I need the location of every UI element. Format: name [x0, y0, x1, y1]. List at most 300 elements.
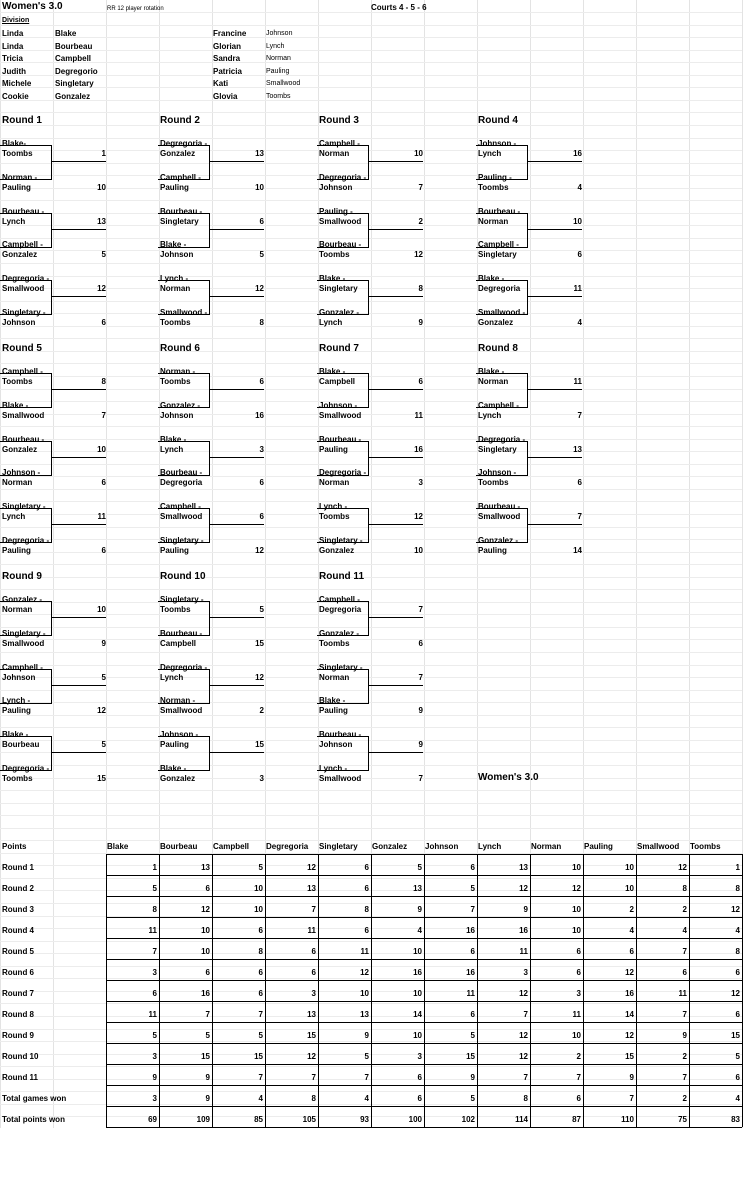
points-cell: 4: [417, 926, 422, 935]
bracket-connector: [52, 296, 106, 297]
team-score: 8: [101, 377, 106, 386]
team-player-1: Blake -: [2, 730, 29, 739]
player-first-name: Linda: [2, 41, 24, 51]
points-column-header: Johnson: [425, 842, 459, 851]
bracket-connector: [210, 161, 264, 162]
team-player-2: Norman: [160, 284, 191, 293]
points-cell: 11: [148, 926, 157, 935]
points-cell: 5: [258, 863, 263, 872]
points-cell: 9: [470, 1073, 475, 1082]
team-score: 13: [573, 444, 582, 454]
team-score: 6: [259, 478, 264, 487]
points-cell: 14: [625, 1010, 634, 1019]
team-player-2: Singletary: [478, 250, 517, 259]
team-player-2: Smallwood: [2, 638, 45, 648]
points-cell: 10: [360, 989, 369, 998]
points-cell: 102: [461, 1115, 475, 1124]
points-column-header: Gonzalez: [372, 842, 408, 851]
team-player-1: Campbell -: [2, 662, 43, 672]
points-cell: 8: [523, 1094, 528, 1103]
points-cell: 6: [258, 989, 263, 998]
team-player-2: Pauling: [2, 545, 31, 555]
bracket-connector: [369, 752, 423, 753]
team-player-2: Bourbeau: [2, 740, 40, 749]
points-column-header: Smallwood: [637, 842, 680, 851]
player-last-name: Johnson: [266, 30, 293, 37]
points-cell: 12: [519, 884, 528, 893]
points-cell: 6: [576, 1094, 581, 1103]
bracket-connector: [52, 389, 106, 390]
points-cell: 4: [258, 1094, 263, 1103]
match-bracket: [158, 145, 210, 180]
team-player-2: Johnson: [160, 250, 194, 259]
team-score: 6: [418, 377, 423, 386]
match-bracket: [317, 669, 369, 704]
points-row-label: Round 2: [2, 884, 34, 893]
team-player-1: Blake -: [319, 367, 346, 376]
points-cell: 7: [152, 947, 157, 956]
team-player-2: Norman: [319, 149, 350, 158]
points-cell: 16: [413, 968, 422, 977]
points-cell: 7: [205, 1010, 210, 1019]
bracket-connector: [369, 161, 423, 162]
team-player-2: Gonzalez: [319, 545, 355, 555]
player-last-name: Gonzalez: [55, 92, 91, 101]
team-player-1: Gonzalez -: [319, 628, 360, 638]
team-score: 5: [101, 672, 106, 682]
match-bracket: [476, 441, 528, 476]
points-cell: 13: [413, 884, 422, 893]
points-column-header: Blake: [107, 842, 129, 851]
points-cell: 11: [148, 1010, 157, 1019]
team-score: 3: [418, 478, 423, 487]
team-player-1: Blake -: [478, 367, 505, 376]
points-cell: 10: [572, 863, 581, 872]
points-cell: 11: [678, 989, 687, 998]
team-player-1: Lynch -: [2, 696, 31, 705]
points-cell: 4: [735, 1094, 740, 1103]
points-cell: 11: [572, 1010, 581, 1019]
team-player-2: Toombs: [478, 182, 509, 192]
team-score: 6: [101, 317, 106, 327]
points-cell: 10: [413, 947, 422, 956]
team-player-2: Gonzalez: [160, 149, 196, 158]
points-cell: 6: [417, 1094, 422, 1103]
points-cell: 10: [413, 989, 422, 998]
points-cell: 6: [364, 926, 369, 935]
footer-label: Women's 3.0: [478, 772, 539, 783]
points-cell: 4: [364, 1094, 369, 1103]
team-score: 15: [255, 638, 264, 648]
points-cell: 16: [625, 989, 634, 998]
points-cell: 5: [152, 1031, 157, 1040]
points-cell: 13: [360, 1010, 369, 1019]
points-cell: 6: [629, 947, 634, 956]
team-player-1: Singletary -: [2, 307, 46, 317]
team-player-1: Degregoria -: [319, 468, 367, 477]
team-player-1: Campbell -: [160, 502, 201, 511]
team-score: 12: [414, 250, 423, 259]
team-player-2: Singletary: [478, 444, 517, 454]
points-row-label: Round 6: [2, 968, 34, 977]
team-player-2: Toombs: [319, 250, 350, 259]
bracket-connector: [52, 617, 106, 618]
bracket-connector: [210, 296, 264, 297]
bracket-connector: [528, 229, 582, 230]
player-first-name: Judith: [2, 66, 26, 76]
team-player-2: Lynch: [160, 444, 184, 454]
points-cell: 11: [360, 947, 369, 956]
team-score: 12: [255, 545, 264, 555]
points-cell: 7: [311, 905, 316, 914]
points-cell: 93: [360, 1115, 369, 1124]
team-player-2: Lynch: [2, 512, 26, 521]
points-cell: 7: [523, 1073, 528, 1082]
points-cell: 7: [364, 1073, 369, 1082]
bracket-connector: [52, 457, 106, 458]
bracket-connector: [369, 524, 423, 525]
match-bracket: [317, 145, 369, 180]
team-score: 9: [418, 740, 423, 749]
points-cell: 69: [148, 1115, 157, 1124]
points-cell: 6: [735, 1010, 740, 1019]
points-cell: 9: [205, 1073, 210, 1082]
team-score: 13: [255, 149, 264, 158]
team-player-1: Norman -: [2, 172, 38, 182]
points-corner-label: Points: [2, 842, 27, 851]
team-player-1: Bourbeau -: [478, 206, 521, 216]
points-cell: 6: [682, 968, 687, 977]
player-first-name: Cookie: [2, 92, 29, 101]
bracket-connector: [210, 457, 264, 458]
team-score: 6: [101, 478, 106, 487]
points-cell: 12: [678, 863, 687, 872]
team-player-2: Gonzalez: [478, 317, 514, 327]
points-cell: 9: [152, 1073, 157, 1082]
points-cell: 13: [519, 863, 528, 872]
team-player-1: Blake -: [319, 274, 346, 283]
points-cell: 3: [152, 968, 157, 977]
team-player-1: Degregoria -: [160, 139, 208, 148]
points-cell: 13: [307, 884, 316, 893]
player-first-name: Glovia: [213, 92, 238, 101]
team-score: 16: [573, 149, 582, 158]
team-player-1: Campbell -: [319, 139, 360, 148]
player-last-name: Degregorio: [55, 66, 98, 76]
points-cell: 6: [258, 926, 263, 935]
player-first-name: Sandra: [213, 54, 241, 64]
bracket-connector: [369, 296, 423, 297]
points-cell: 2: [682, 1052, 687, 1061]
team-player-2: Singletary: [319, 284, 358, 293]
match-bracket: [317, 508, 369, 543]
team-player-1: Blake -: [478, 274, 505, 283]
team-score: 3: [259, 444, 264, 454]
points-cell: 5: [364, 1052, 369, 1061]
points-row-label: Round 1: [2, 863, 34, 872]
points-cell: 7: [311, 1073, 316, 1082]
round-title: Round 9: [2, 571, 42, 582]
round-title: Round 10: [160, 571, 206, 582]
points-cell: 10: [201, 926, 210, 935]
bracket-connector: [210, 524, 264, 525]
team-player-2: Norman: [2, 478, 33, 487]
team-score: 14: [573, 545, 582, 555]
match-bracket: [0, 373, 52, 408]
team-player-1: Bourbeau -: [319, 240, 362, 249]
points-cell: 15: [731, 1031, 740, 1040]
team-player-1: Gonzalez -: [478, 535, 519, 545]
table-rule: [106, 1127, 742, 1128]
points-cell: 11: [307, 926, 316, 935]
points-cell: 87: [572, 1115, 581, 1124]
team-player-1: Gonzalez -: [2, 595, 43, 604]
team-score: 3: [259, 773, 264, 783]
points-cell: 11: [519, 947, 528, 956]
points-cell: 6: [205, 884, 210, 893]
points-cell: 12: [625, 968, 634, 977]
team-score: 5: [259, 605, 264, 614]
team-player-1: Degregoria -: [2, 763, 50, 773]
points-cell: 11: [466, 989, 475, 998]
points-cell: 15: [625, 1052, 634, 1061]
points-cell: 10: [625, 863, 634, 872]
match-bracket: [0, 601, 52, 636]
points-cell: 4: [629, 926, 634, 935]
team-score: 5: [259, 250, 264, 259]
team-player-2: Smallwood: [319, 216, 362, 226]
team-score: 10: [97, 605, 106, 614]
points-cell: 3: [576, 989, 581, 998]
player-first-name: Tricia: [2, 54, 23, 64]
team-player-2: Johnson: [319, 182, 353, 192]
points-cell: 15: [307, 1031, 316, 1040]
team-player-1: Lynch -: [160, 274, 189, 283]
points-column-header: Pauling: [584, 842, 613, 851]
points-cell: 7: [523, 1010, 528, 1019]
points-cell: 5: [258, 1031, 263, 1040]
team-player-2: Gonzalez: [2, 444, 38, 454]
team-player-2: Pauling: [160, 545, 189, 555]
points-column-header: Singletary: [319, 842, 358, 851]
bracket-connector: [210, 229, 264, 230]
match-bracket: [158, 601, 210, 636]
team-score: 12: [255, 284, 264, 293]
team-score: 4: [577, 182, 582, 192]
points-cell: 3: [311, 989, 316, 998]
points-cell: 109: [196, 1115, 210, 1124]
points-row-label: Round 3: [2, 905, 34, 914]
team-player-2: Lynch: [160, 672, 184, 682]
bracket-connector: [52, 685, 106, 686]
points-column-header: Norman: [531, 842, 562, 851]
team-player-1: Singletary -: [319, 535, 363, 545]
match-bracket: [0, 508, 52, 543]
team-player-1: Johnson -: [2, 468, 41, 477]
points-cell: 5: [152, 884, 157, 893]
team-player-2: Pauling: [319, 444, 348, 454]
team-player-2: Smallwood: [319, 773, 362, 783]
team-player-1: Singletary -: [160, 595, 204, 604]
team-player-1: Norman -: [160, 696, 196, 705]
team-score: 7: [101, 410, 106, 420]
team-player-1: Campbell -: [478, 240, 519, 249]
points-cell: 5: [735, 1052, 740, 1061]
bracket-connector: [52, 229, 106, 230]
team-score: 12: [97, 706, 106, 715]
points-cell: 7: [258, 1010, 263, 1019]
team-score: 9: [101, 638, 106, 648]
team-player-1: Singletary -: [160, 535, 204, 545]
points-cell: 12: [731, 905, 740, 914]
points-cell: 4: [682, 926, 687, 935]
match-bracket: [158, 508, 210, 543]
match-bracket: [0, 669, 52, 704]
points-cell: 8: [735, 947, 740, 956]
points-cell: 6: [364, 863, 369, 872]
points-row-label: Round 4: [2, 926, 34, 935]
bracket-connector: [52, 524, 106, 525]
team-player-1: Lynch -: [319, 502, 348, 511]
team-player-1: Bourbeau -: [319, 730, 362, 739]
match-bracket: [158, 213, 210, 248]
player-first-name: Linda: [2, 29, 24, 38]
bracket-connector: [369, 229, 423, 230]
points-column-header: Campbell: [213, 842, 250, 851]
rotation-note: RR 12 player rotation: [107, 6, 164, 12]
team-player-2: Norman: [478, 377, 509, 386]
points-cell: 5: [205, 1031, 210, 1040]
team-player-2: Toombs: [160, 605, 191, 614]
team-player-2: Degregoria: [160, 478, 203, 487]
team-player-1: Singletary -: [319, 662, 363, 672]
player-first-name: Michele: [2, 79, 32, 89]
points-cell: 12: [519, 989, 528, 998]
points-cell: 7: [258, 1073, 263, 1082]
points-cell: 3: [152, 1094, 157, 1103]
points-cell: 6: [152, 989, 157, 998]
points-cell: 10: [254, 905, 263, 914]
points-cell: 9: [682, 1031, 687, 1040]
points-cell: 6: [470, 863, 475, 872]
team-score: 9: [418, 317, 423, 327]
team-player-1: Johnson -: [319, 400, 358, 410]
team-score: 10: [573, 216, 582, 226]
team-player-1: Bourbeau -: [319, 434, 362, 444]
match-bracket: [476, 145, 528, 180]
team-player-1: Johnson -: [160, 730, 199, 739]
team-player-2: Degregoria: [319, 605, 362, 614]
points-cell: 1: [735, 863, 740, 872]
team-player-1: Blake -: [319, 696, 346, 705]
points-cell: 12: [519, 1031, 528, 1040]
bracket-connector: [369, 389, 423, 390]
team-player-1: Campbell -: [319, 595, 360, 604]
team-player-2: Johnson: [2, 317, 36, 327]
round-title: Round 7: [319, 343, 359, 354]
team-player-2: Lynch: [2, 216, 26, 226]
team-player-1: Johnson -: [478, 468, 517, 477]
team-score: 10: [255, 182, 264, 192]
bracket-connector: [210, 752, 264, 753]
round-title: Round 3: [319, 115, 359, 126]
team-score: 15: [255, 740, 264, 749]
points-cell: 100: [408, 1115, 422, 1124]
points-cell: 9: [364, 1031, 369, 1040]
points-cell: 9: [417, 905, 422, 914]
points-cell: 6: [576, 947, 581, 956]
team-score: 5: [101, 740, 106, 749]
player-last-name: Norman: [266, 55, 291, 63]
team-player-2: Norman: [478, 216, 509, 226]
team-score: 6: [418, 638, 423, 648]
match-bracket: [158, 669, 210, 704]
team-player-2: Gonzalez: [160, 773, 196, 783]
points-column-header: Bourbeau: [160, 842, 198, 851]
points-cell: 6: [735, 1073, 740, 1082]
team-score: 7: [418, 773, 423, 783]
team-player-1: Pauling -: [478, 172, 512, 182]
points-cell: 6: [576, 968, 581, 977]
team-score: 6: [577, 250, 582, 259]
points-column-header: Degregoria: [266, 842, 309, 851]
points-cell: 5: [470, 1031, 475, 1040]
points-row-label: Round 11: [2, 1073, 39, 1082]
match-bracket: [158, 441, 210, 476]
team-player-2: Smallwood: [160, 512, 203, 521]
team-score: 9: [418, 706, 423, 715]
bracket-connector: [528, 296, 582, 297]
team-player-1: Blake -: [160, 240, 187, 249]
team-player-1: Gonzalez -: [160, 400, 201, 410]
team-score: 8: [418, 284, 423, 293]
team-player-2: Toombs: [319, 638, 350, 648]
team-score: 2: [259, 706, 264, 715]
team-player-1: Bourbeau -: [2, 434, 45, 444]
player-last-name: Lynch: [266, 42, 285, 50]
bracket-connector: [528, 161, 582, 162]
points-cell: 6: [258, 968, 263, 977]
points-cell: 10: [413, 1031, 422, 1040]
points-cell: 12: [201, 905, 210, 914]
match-bracket: [158, 736, 210, 771]
team-player-1: Degregoria -: [478, 434, 526, 444]
team-score: 12: [414, 512, 423, 521]
team-player-1: Degregoria -: [2, 274, 50, 283]
team-player-2: Johnson: [160, 410, 194, 420]
points-cell: 10: [572, 1031, 581, 1040]
team-score: 6: [577, 478, 582, 487]
round-title: Round 6: [160, 343, 200, 354]
team-player-2: Pauling: [319, 706, 348, 715]
points-cell: 12: [519, 1052, 528, 1061]
team-score: 11: [573, 377, 582, 386]
player-last-name: Campbell: [55, 54, 92, 64]
team-player-1: Singletary -: [2, 502, 46, 511]
points-cell: 12: [307, 1052, 316, 1061]
points-cell: 2: [576, 1052, 581, 1061]
round-title: Round 5: [2, 343, 42, 354]
team-score: 10: [97, 182, 106, 192]
player-last-name: Blake: [55, 29, 77, 38]
team-player-2: Toombs: [160, 377, 191, 386]
team-player-2: Pauling: [160, 740, 189, 749]
team-player-2: Lynch: [319, 317, 343, 327]
team-player-1: Singletary -: [2, 628, 46, 638]
points-cell: 15: [254, 1052, 263, 1061]
points-row-label: Round 9: [2, 1031, 34, 1040]
player-last-name: Toombs: [266, 93, 291, 100]
